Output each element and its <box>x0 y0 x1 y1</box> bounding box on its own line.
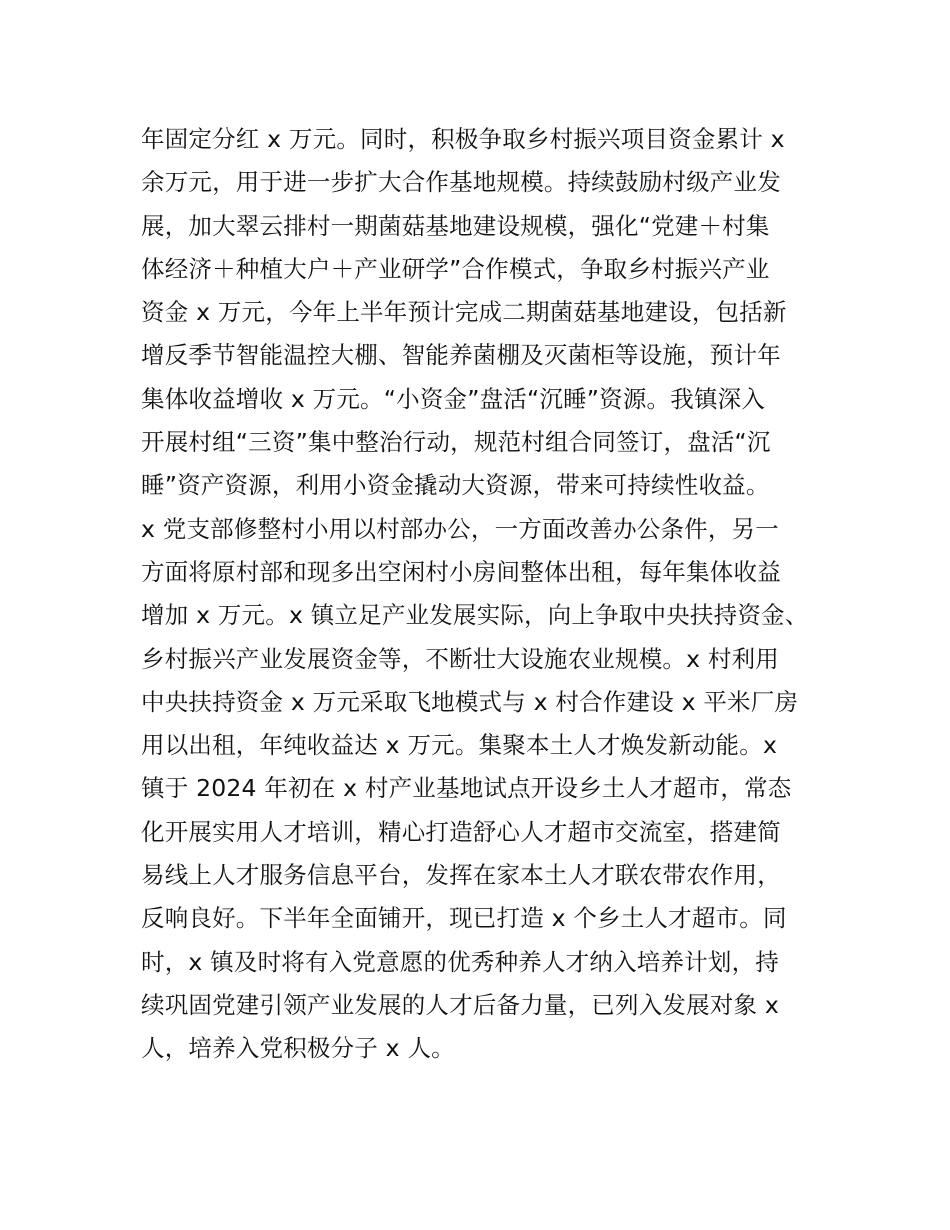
text-line-5: 资金 x 万元，今年上半年预计完成二期菌菇基地建设，包括新 <box>141 298 787 327</box>
text-line-7: 集体收益增收 x 万元。“小资金”盘活“沉睡”资源。我镇深入 <box>141 384 766 413</box>
text-line-13: 乡村振兴产业发展资金等，不断壮大设施农业规模。x 村利用 <box>141 644 779 673</box>
text-line-9: 睡”资产资源，利用小资金撬动大资源，带来可持续性收益。 <box>141 471 770 500</box>
text-line-8: 开展村组“三资”集中整治行动，规范村组合同签订，盘活“沉 <box>141 428 771 457</box>
body-paragraph <box>141 118 841 1071</box>
text-line-22: 人，培养入党积极分子 x 人。 <box>141 1034 455 1063</box>
text-line-4: 体经济＋种植大户＋产业研学”合作模式，争取乡村振兴产业 <box>141 254 770 283</box>
text-line-12: 增加 x 万元。x 镇立足产业发展实际，向上争取中央扶持资金、 <box>141 601 809 630</box>
text-line-11: 方面将原村部和现多出空闲村小房间整体出租，每年集体收益 <box>141 557 781 586</box>
text-line-20: 时，x 镇及时将有入党意愿的优秀种养人才纳入培养计划，持 <box>141 947 779 976</box>
text-line-19: 反响良好。下半年全面铺开，现已打造 x 个乡土人才超市。同 <box>141 904 787 933</box>
text-line-6: 增反季节智能温控大棚、智能养菌棚及灭菌柜等设施，预计年 <box>141 341 781 370</box>
text-line-14: 中央扶持资金 x 万元采取飞地模式与 x 村合作建设 x 平米厂房 <box>141 687 799 716</box>
text-line-2: 余万元，用于进一步扩大合作基地规模。持续鼓励村级产业发 <box>141 168 781 197</box>
text-line-3: 展，加大翠云排村一期菌菇基地建设规模，强化“党建＋村集 <box>141 211 770 240</box>
text-line-17: 化开展实用人才培训，精心打造舒心人才超市交流室，搭建简 <box>141 817 781 846</box>
text-line-1: 年固定分红 x 万元。同时，积极争取乡村振兴项目资金累计 x <box>141 125 785 153</box>
text-line-16: 镇于 2024 年初在 x 村产业基地试点开设乡土人才超市，常态 <box>141 774 792 803</box>
text-line-15: 用以出租，年纯收益达 x 万元。集聚本土人才焕发新动能。x <box>141 731 778 760</box>
text-line-10: x 党支部修整村小用以村部办公，一方面改善办公条件，另一 <box>141 514 779 543</box>
text-line-18: 易线上人才服务信息平台，发挥在家本土人才联农带农作用， <box>141 861 781 890</box>
text-line-21: 续巩固党建引领产业发展的人才后备力量，已列入发展对象 x <box>141 990 779 1019</box>
